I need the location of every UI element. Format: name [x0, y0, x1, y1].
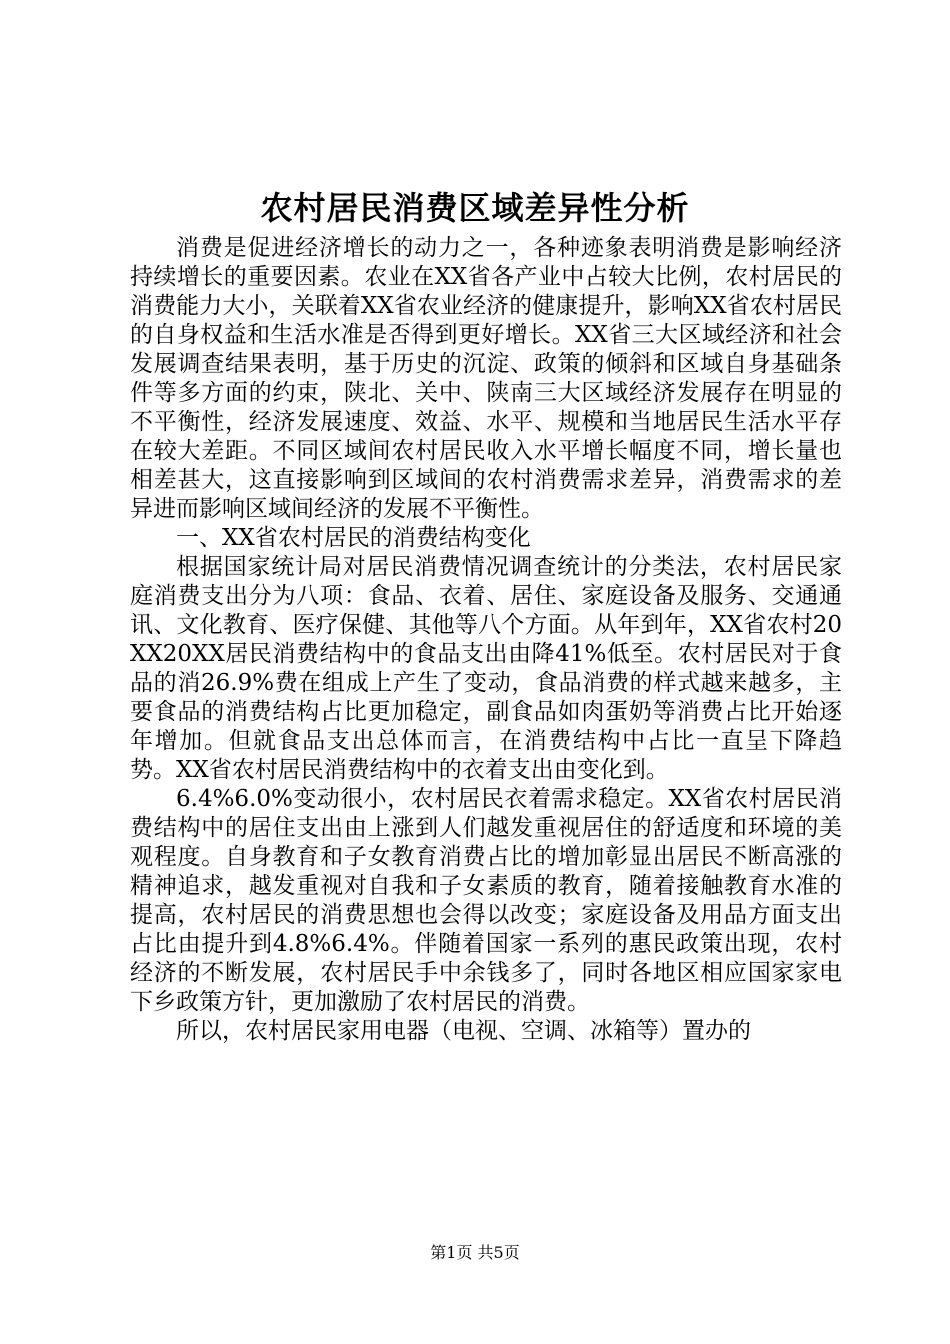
document-body [130, 234, 842, 1046]
paragraph-appliances: 所以，农村居民家用电器（电视、空调、冰箱等）置办的 [176, 1018, 751, 1044]
paragraph-consumption-structure: 根据国家统计局对居民消费情况调查统计的分类法，农村居民家庭消费支出分为八项：食品、衣着、居住、家庭设备及服务、交通通讯、文化教育、医疗保健、其他等八个方面。从年到年，XX省农村20XX20XX居民消费结构中的食品支出由降41%低至。农村居民对于食品的消26.9%费在组成上产生了变动，食品消费的样式越来越多，主要食品的消费结构占比更加稳定，副食品如肉蛋奶等消费占比开始逐年增加。但就食品支出总体而言，在消费结构中占比一直呈下降趋势。XX省农村居民消费结构中的衣着支出由变化到。 [130, 554, 842, 783]
page-footer: 第1页 共5页 [430, 1243, 520, 1262]
document-title: 农村居民消费区域差异性分析 [260, 189, 690, 227]
section-heading: 一、XX省农村居民的消费结构变化 [176, 525, 531, 551]
paragraph-intro: 消费是促进经济增长的动力之一，各种迹象表明消费是影响经济持续增长的重要因素。农业在XX省各产业中占较大比例，农村居民的消费能力大小，关联着XX省农业经济的健康提升，影响XX省农村居民的自身权益和生活水准是否得到更好增长。XX省三大区域经济和社会发展调查结果表明，基于历史的沉淀、政策的倾斜和区域自身基础条件等多方面的约束，陕北、关中、陕南三大区域经济发展存在明显的不平衡性，经济发展速度、效益、水平、规模和当地居民生活水平存在较大差距。不同区域间农村居民收入水平增长幅度不同，增长量也相差甚大，这直接影响到区域间的农村消费需求差异，消费需求的差异进而影响区域间经济的发展不平衡性。 [130, 235, 842, 522]
paragraph-clothing-housing: 6.4%6.0%变动很小，农村居民衣着需求稳定。XX省农村居民消费结构中的居住支出由上涨到人们越发重视居住的舒适度和环境的美观程度。自身教育和子女教育消费占比的增加彰显出居民不断高涨的精神追求，越发重视对自我和子女素质的教育，随着接触教育水准的提高，农村居民的消费思想也会得以改变；家庭设备及用品方面支出占比由提升到4.8%6.4%。伴随着国家一系列的惠民政策出现，农村经济的不断发展，农村居民手中余钱多了，同时各地区相应国家家电下乡政策方针，更加激励了农村居民的消费。 [130, 786, 842, 1015]
